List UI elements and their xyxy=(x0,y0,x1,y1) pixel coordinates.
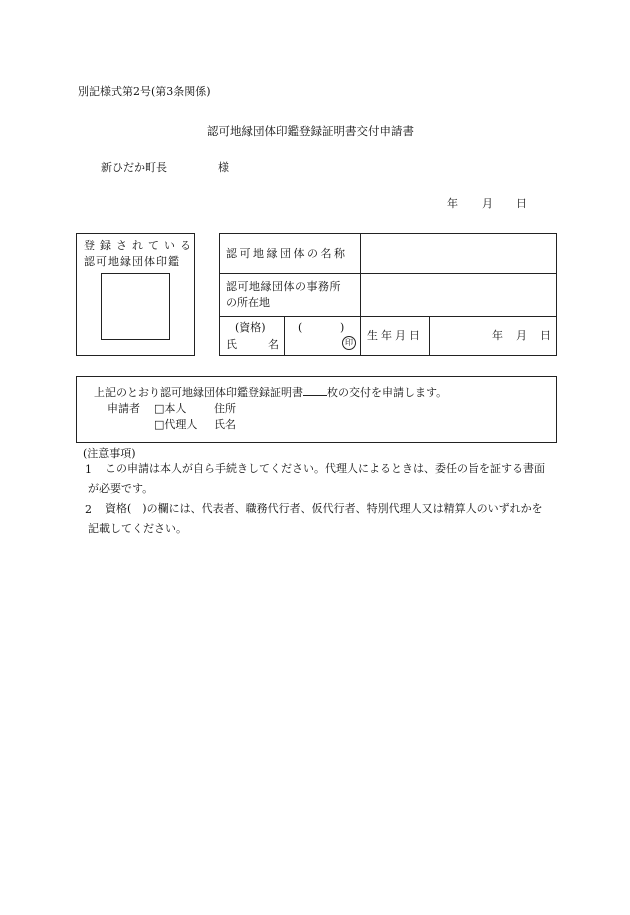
birth-month-label: 月 xyxy=(516,329,527,342)
org-table-qualification-divider xyxy=(284,316,285,356)
note-2-text: 資格( )の欄には、代表者、職務代行者、仮代行者、特別代理人又は精算人のいずれかを記載してください。 xyxy=(88,502,543,535)
option-self-checkbox[interactable]: □本人 xyxy=(154,402,187,415)
form-title: 認可地縁団体印鑑登録証明書交付申請書 xyxy=(207,124,414,138)
request-text-prefix: 上記のとおり認可地縁団体印鑑登録証明書 xyxy=(94,386,303,399)
org-name-label: 認可地縁団体の名称 xyxy=(226,247,348,260)
qualification-label: (資格) xyxy=(235,321,266,334)
date-day: 日 xyxy=(516,197,527,210)
seal-box-label-line2: 認可地縁団体印鑑 xyxy=(84,255,180,268)
org-table-label-divider xyxy=(360,233,361,356)
note-1-number: 1 xyxy=(85,463,92,476)
qualification-paren-close: ) xyxy=(340,321,345,334)
date-month: 月 xyxy=(482,197,493,210)
org-table-birth-divider xyxy=(429,316,430,356)
seal-impression-area[interactable] xyxy=(101,273,170,340)
org-address-field[interactable] xyxy=(362,275,555,315)
addressee-honorific: 様 xyxy=(218,161,229,174)
person-name-label-1: 氏 xyxy=(226,338,237,351)
note-2-number: 2 xyxy=(85,503,92,516)
form-number: 別記様式第2号(第3条関係) xyxy=(78,85,211,98)
copies-blank-field[interactable] xyxy=(303,386,327,396)
date-year: 年 xyxy=(447,197,458,210)
org-address-label-line2: の所在地 xyxy=(226,296,270,309)
applicant-label: 申請者 xyxy=(107,402,140,415)
request-text-line xyxy=(94,386,447,398)
applicant-address-label: 住所 xyxy=(214,402,236,415)
seal-mark-icon: 印 xyxy=(342,336,356,350)
notes-heading: (注意事項) xyxy=(83,447,136,460)
org-address-label-line1: 認可地縁団体の事務所 xyxy=(226,280,341,293)
org-name-field[interactable] xyxy=(362,235,555,272)
addressee-name: 新ひだか町長 xyxy=(101,161,167,174)
option-agent-checkbox[interactable]: □代理人 xyxy=(154,418,198,431)
birth-day-label: 日 xyxy=(540,329,551,342)
person-name-field[interactable] xyxy=(286,318,358,354)
birth-year-label: 年 xyxy=(492,329,503,342)
qualification-paren-open: ( xyxy=(298,321,303,334)
request-text-suffix: 枚の交付を申請します。 xyxy=(327,386,448,399)
applicant-name-label: 氏名 xyxy=(214,418,236,431)
org-table-divider-1 xyxy=(219,273,557,274)
seal-box-label-line1: 登録されている xyxy=(84,239,196,252)
org-table-divider-2 xyxy=(219,316,557,317)
person-name-label-2: 名 xyxy=(268,338,279,351)
note-1-text: この申請は本人が自ら手続きしてください。代理人によるときは、委任の旨を証する書面が必要です。 xyxy=(88,462,545,495)
birthdate-label: 生年月日 xyxy=(367,329,423,342)
birthdate-field[interactable] xyxy=(431,318,555,354)
